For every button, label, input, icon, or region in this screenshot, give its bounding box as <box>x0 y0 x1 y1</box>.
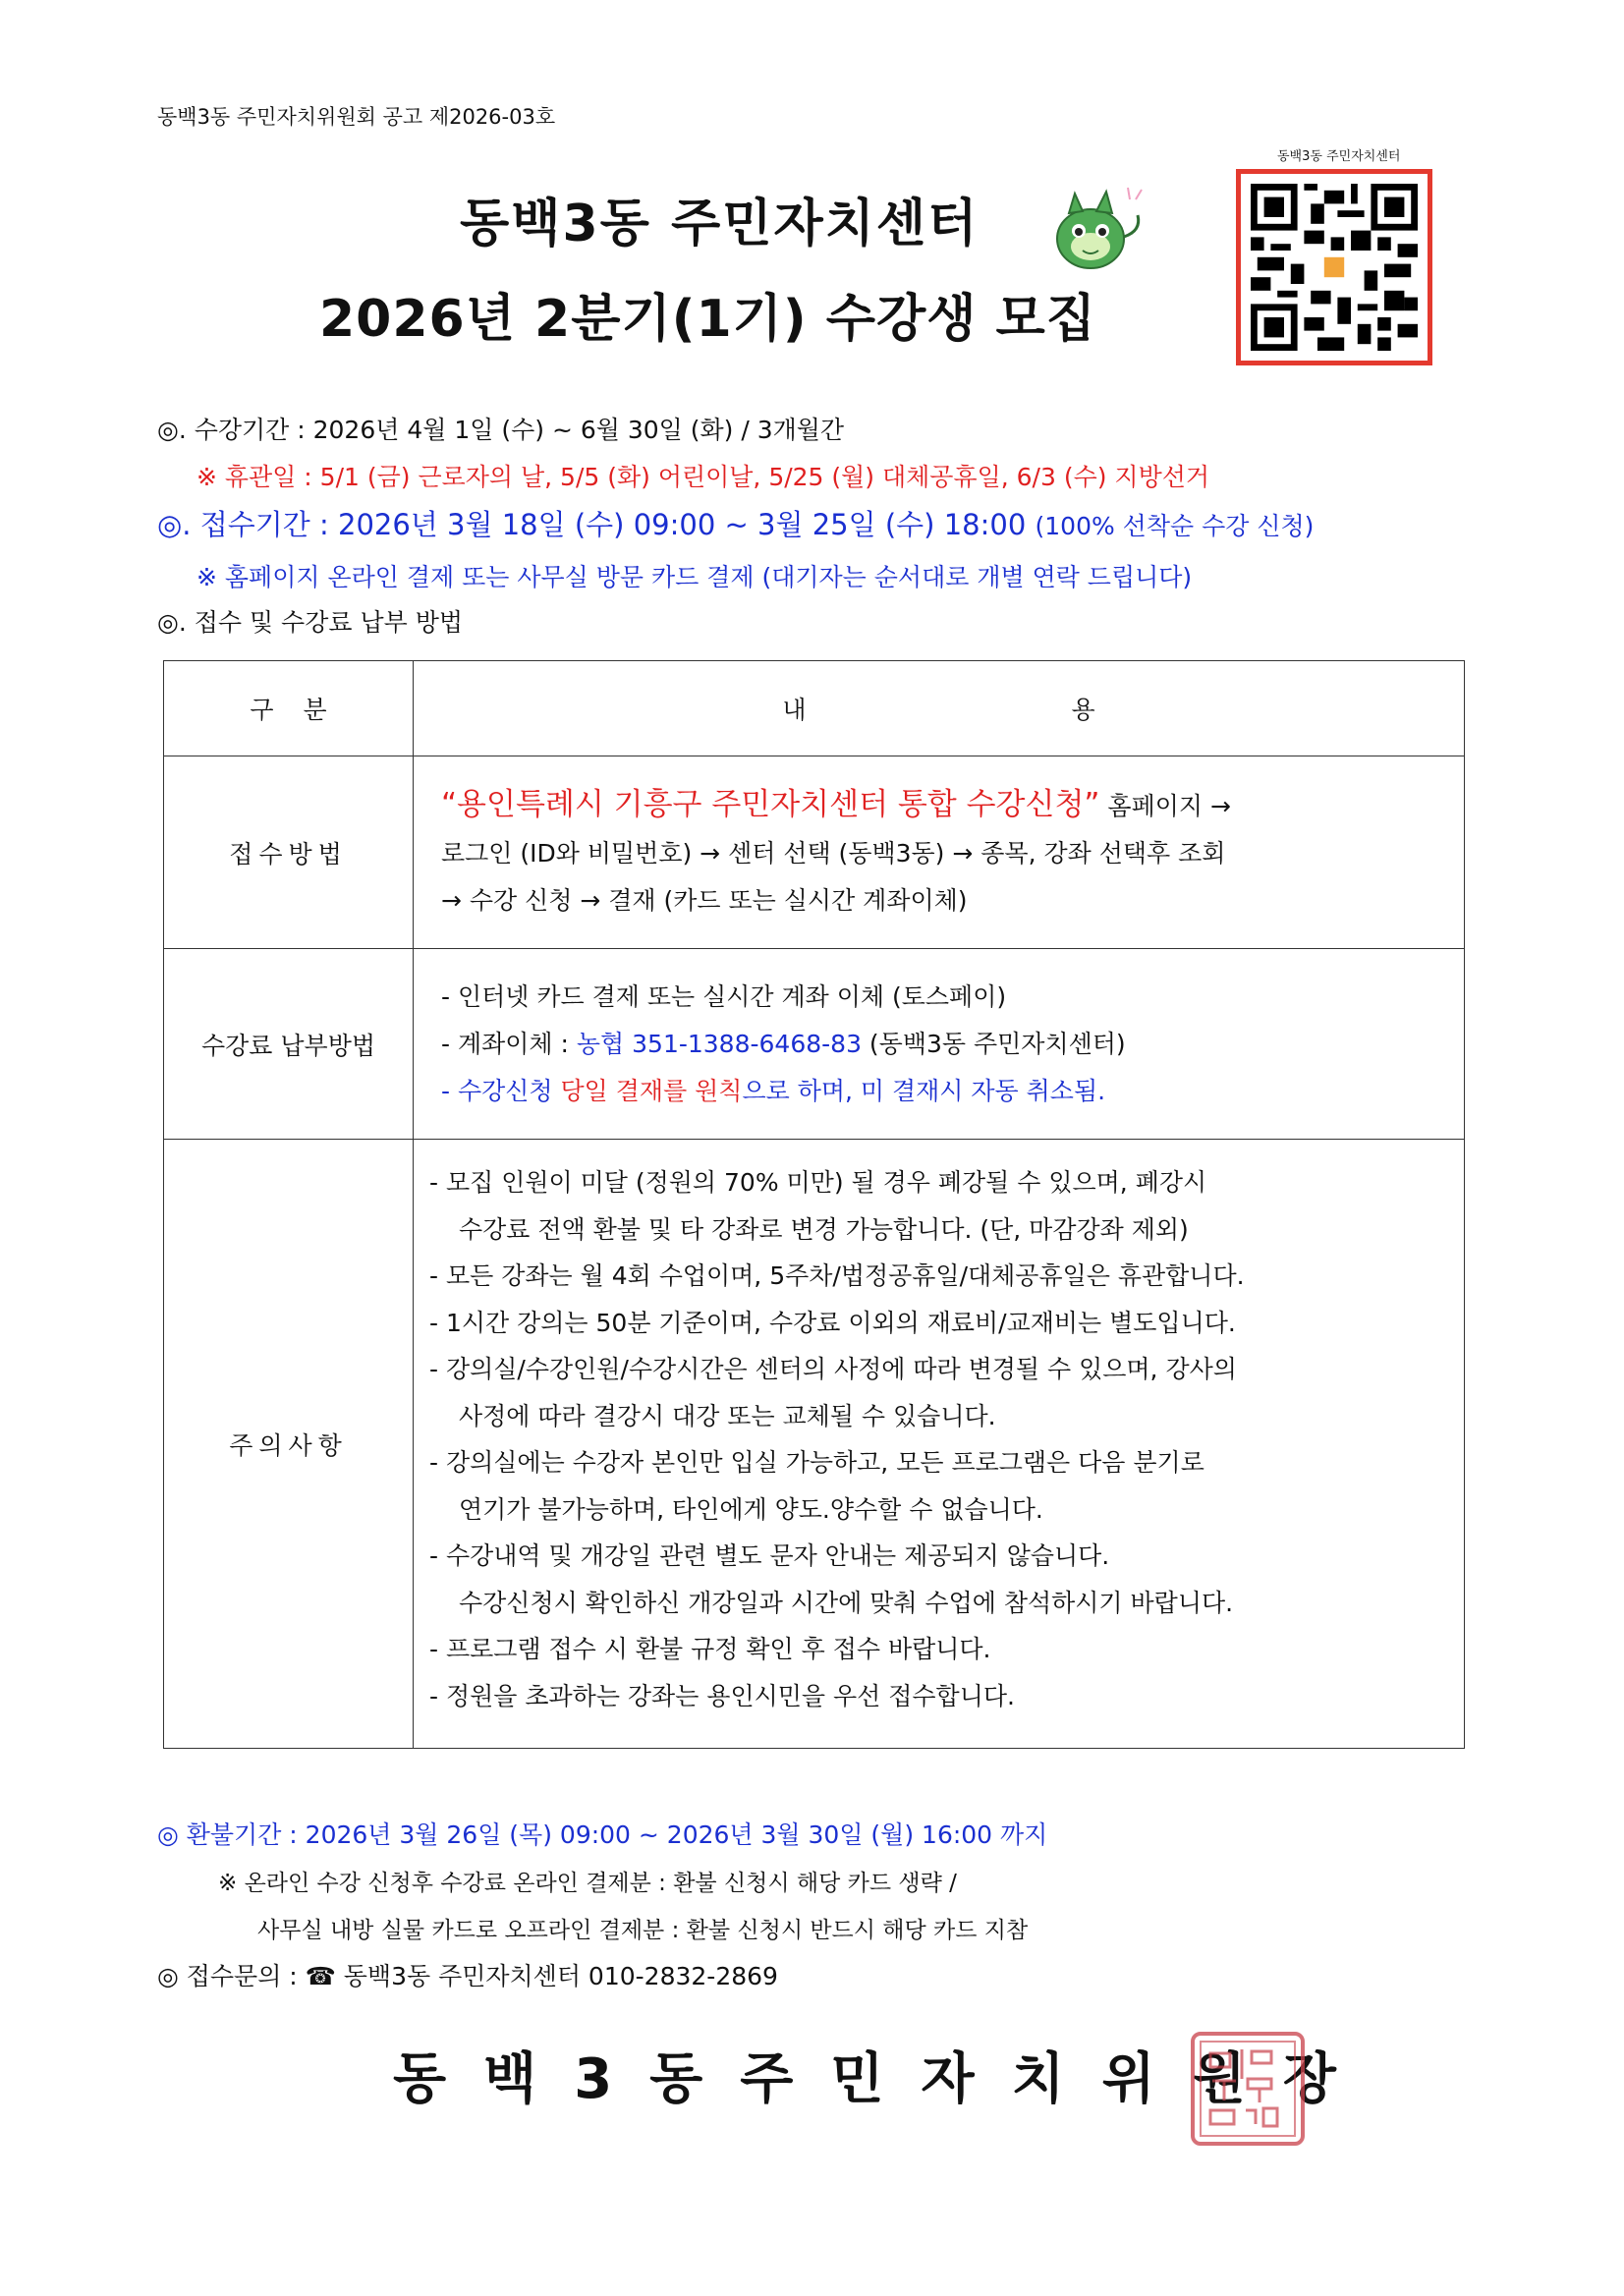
row-label-notes: 주의사항 <box>164 1140 414 1749</box>
contact-number[interactable]: 동백3동 주민자치센터 010-2832-2869 <box>343 1962 778 1990</box>
bank-account: 농협 351-1388-6468-83 <box>576 1029 862 1058</box>
refund-period: ◎ 환불기간 : 2026년 3월 26일 (목) 09:00 ~ 2026년 3월 30일 (월) 16:00 까지 <box>157 1820 1048 1849</box>
note-line: 수강료 전액 환불 및 타 강좌로 변경 가능합니다. (단, 마감강좌 제외) <box>459 1214 1189 1244</box>
table-row-payment <box>164 949 1465 1140</box>
contact-prefix: ◎ 접수문의 : <box>157 1962 298 1990</box>
page-title-line2: 2026년 2분기(1기) 수강생 모집 <box>319 290 1097 349</box>
dragon-mascot-icon <box>1039 180 1148 282</box>
row-content-notes <box>414 1140 1465 1749</box>
note-line: - 모집 인원이 미달 (정원의 70% 미만) 될 경우 폐강될 수 있으며, 폐강시 <box>429 1168 1207 1197</box>
table-header-row <box>164 661 1465 756</box>
header-category: 구분 <box>164 661 414 756</box>
method-heading: ◎. 접수 및 수강료 납부 방법 <box>157 608 463 637</box>
refund-online: ※ 온라인 수강 신청후 수강료 온라인 결제분 : 환불 신청시 해당 카드 생략 / <box>218 1871 957 1896</box>
note-line: - 1시간 강의는 50분 기준이며, 수강료 이외의 재료비/교재비는 별도입니다. <box>429 1308 1236 1337</box>
row-content-payment: - 인터넷 카드 결제 또는 실시간 계좌 이체 (토스페이) - 계좌이체 : 농협 351-1388-6468-83 (동백3동 주민자치센터) - 수강신청 당일 결재를 원칙으로 하며, 미 결재시 자동 취소됨. <box>414 949 1465 1140</box>
registration-note: (100% 선착순 수강 신청) <box>1035 512 1315 540</box>
note-line: - 강의실/수강인원/수강시간은 센터의 사정에 따라 변경될 수 있으며, 강사의 <box>429 1355 1237 1383</box>
note-line: - 강의실에는 수강자 본인만 입실 가능하고, 모든 프로그램은 다음 분기로 <box>429 1448 1204 1477</box>
header-content: 내 용 <box>414 661 1465 756</box>
note-line: - 모든 강좌는 월 4회 수업이며, 5주차/법정공휴일/대체공휴일은 휴관합니다. <box>429 1261 1245 1290</box>
table-row-notes <box>164 1140 1465 1749</box>
official-seal-icon <box>1189 2030 1307 2152</box>
signature: 동백3동주민자치위원장 <box>393 2047 1373 2111</box>
row-label-payment: 수강료 납부방법 <box>164 949 414 1140</box>
row-content-method: “용인특례시 기흥구 주민자치센터 통합 수강신청” 홈페이지 → 로그인 (ID와 비밀번호) → 센터 선택 (동백3동) → 종목, 강좌 선택후 조회 → 수강 신청 → 결재 (카드 또는 실시간 계좌이체) <box>414 756 1465 949</box>
phone-icon: ☎ <box>305 1962 336 1990</box>
site-name[interactable]: “용인특례시 기흥구 주민자치센터 통합 수강신청” <box>441 786 1100 822</box>
note-line: 사정에 따라 결강시 대강 또는 교체될 수 있습니다. <box>459 1401 996 1430</box>
note-line: - 프로그램 접수 시 환불 규정 확인 후 접수 바랍니다. <box>429 1635 991 1663</box>
course-period: ◎. 수강기간 : 2026년 4월 1일 (수) ~ 6월 30일 (화) / 3개월간 <box>157 416 845 444</box>
qr-code-icon[interactable] <box>1236 169 1432 365</box>
contact-line <box>157 1957 778 1992</box>
row-label-method: 접수방법 <box>164 756 414 949</box>
holiday-notice: ※ 휴관일 : 5/1 (금) 근로자의 날, 5/5 (화) 어린이날, 5/25 (월) 대체공휴일, 6/3 (수) 지방선거 <box>196 463 1210 491</box>
note-line: 연기가 불가능하며, 타인에게 양도.양수할 수 없습니다. <box>459 1494 1043 1524</box>
registration-period-text: ◎. 접수기간 : 2026년 3월 18일 (수) 09:00 ~ 3월 25일 (수) 18:00 <box>157 508 1027 541</box>
notice-number: 동백3동 주민자치위원회 공고 제2026-03호 <box>157 105 556 129</box>
qr-caption: 동백3동 주민자치센터 <box>1277 149 1401 164</box>
table-row-method <box>164 756 1465 949</box>
payment-note: ※ 홈페이지 온라인 결제 또는 사무실 방문 카드 결제 (대기자는 순서대로 개별 연락 드립니다) <box>196 563 1193 591</box>
registration-period <box>157 503 1314 543</box>
note-line: - 수강내역 및 개강일 관련 별도 문자 안내는 제공되지 않습니다. <box>429 1541 1110 1570</box>
note-line: - 정원을 초과하는 강좌는 용인시민을 우선 접수합니다. <box>429 1681 1015 1710</box>
page-title-line1: 동백3동 주민자치센터 <box>460 195 980 253</box>
note-line: 수강신청시 확인하신 개강일과 시간에 맞춰 수업에 참석하시기 바랍니다. <box>459 1588 1234 1617</box>
registration-table <box>163 660 1465 1749</box>
refund-offline: 사무실 내방 실물 카드로 오프라인 결제분 : 환불 신청시 반드시 해당 카드 지참 <box>257 1918 1029 1943</box>
